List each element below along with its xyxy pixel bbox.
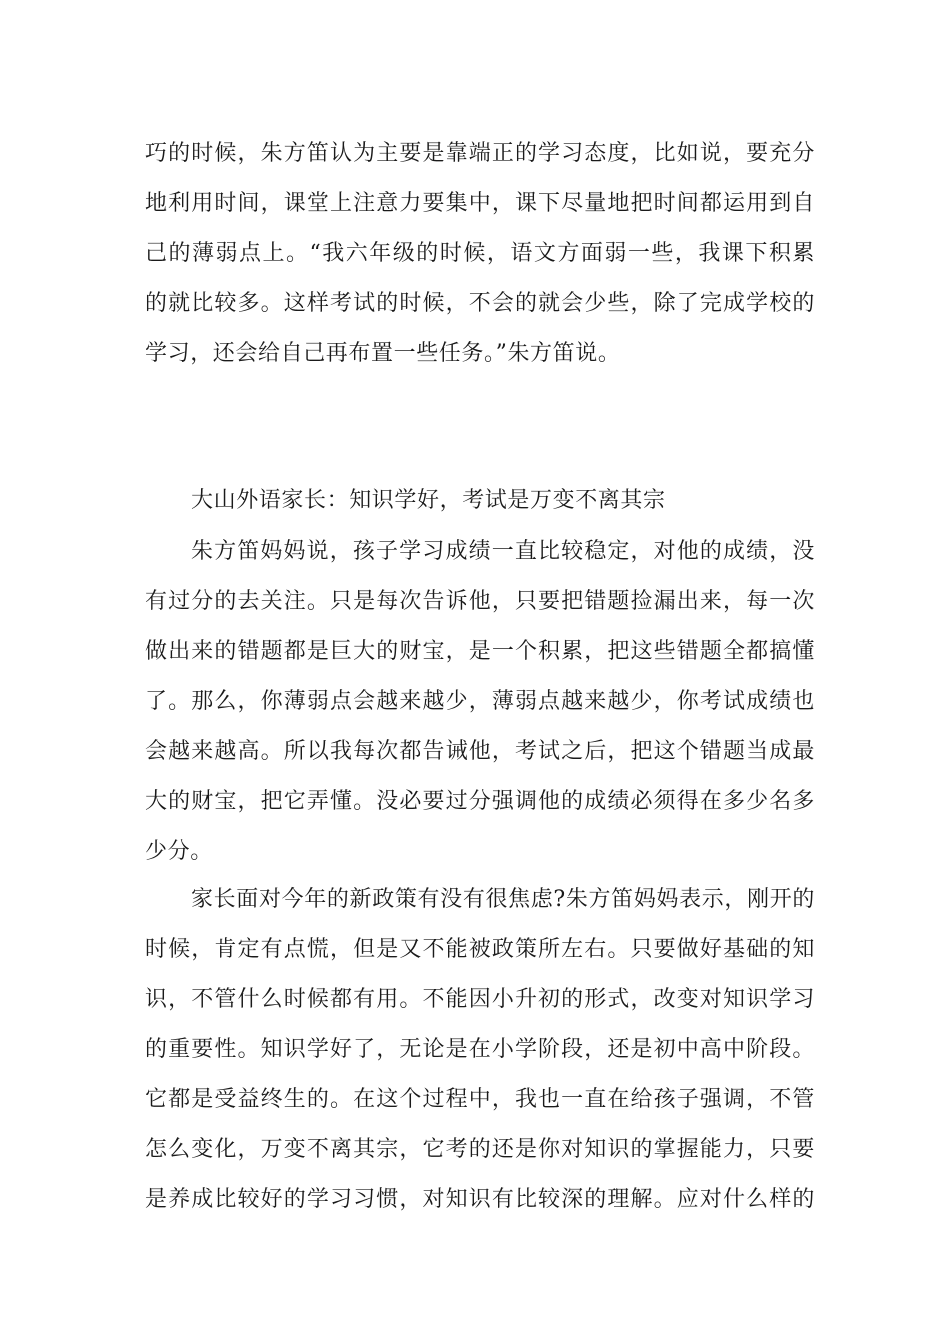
paragraph-line: 大的财宝，把它弄懂。没必要过分强调他的成绩必须得在多少名多 [145,789,815,814]
section-heading: 大山外语家长：知识学好，考试是万变不离其宗 [191,488,666,513]
paragraph-line: 巧的时候，朱方笛认为主要是靠端正的学习态度，比如说，要充分 [145,141,815,166]
paragraph-line: 时候，肯定有点慌，但是又不能被政策所左右。只要做好基础的知 [145,937,815,962]
paragraph-line: 己的薄弱点上。“我六年级的时候，语文方面弱一些，我课下积累 [145,241,815,266]
paragraph-line: 少分。 [145,839,213,864]
paragraph-line: 了。那么，你薄弱点会越来越少，薄弱点越来越少，你考试成绩也 [145,689,815,714]
paragraph-line: 它都是受益终生的。在这个过程中，我也一直在给孩子强调，不管 [145,1087,815,1112]
paragraph-line: 有过分的去关注。只是每次告诉他，只要把错题捡漏出来，每一次 [145,589,815,614]
paragraph-line: 的重要性。知识学好了，无论是在小学阶段，还是初中高中阶段。 [145,1037,815,1062]
paragraph-line: 朱方笛妈妈说，孩子学习成绩一直比较稳定，对他的成绩，没 [191,539,815,564]
paragraph-line: 怎么变化，万变不离其宗，它考的还是你对知识的掌握能力，只要 [145,1137,815,1162]
paragraph-line: 的就比较多。这样考试的时候，不会的就会少些，除了完成学校的 [145,291,815,316]
paragraph-line: 会越来越高。所以我每次都告诫他，考试之后，把这个错题当成最 [145,739,815,764]
paragraph-line: 识，不管什么时候都有用。不能因小升初的形式，改变对知识学习 [145,987,815,1012]
paragraph-line: 做出来的错题都是巨大的财宝，是一个积累，把这些错题全都搞懂 [145,639,815,664]
paragraph-line: 学习，还会给自己再布置一些任务。”朱方笛说。 [145,341,621,366]
paragraph-line: 地利用时间，课堂上注意力要集中，课下尽量地把时间都运用到自 [145,191,815,216]
paragraph-line: 家长面对今年的新政策有没有很焦虑?朱方笛妈妈表示，刚开的 [191,887,815,912]
paragraph-line: 是养成比较好的学习习惯，对知识有比较深的理解。应对什么样的 [145,1187,815,1212]
